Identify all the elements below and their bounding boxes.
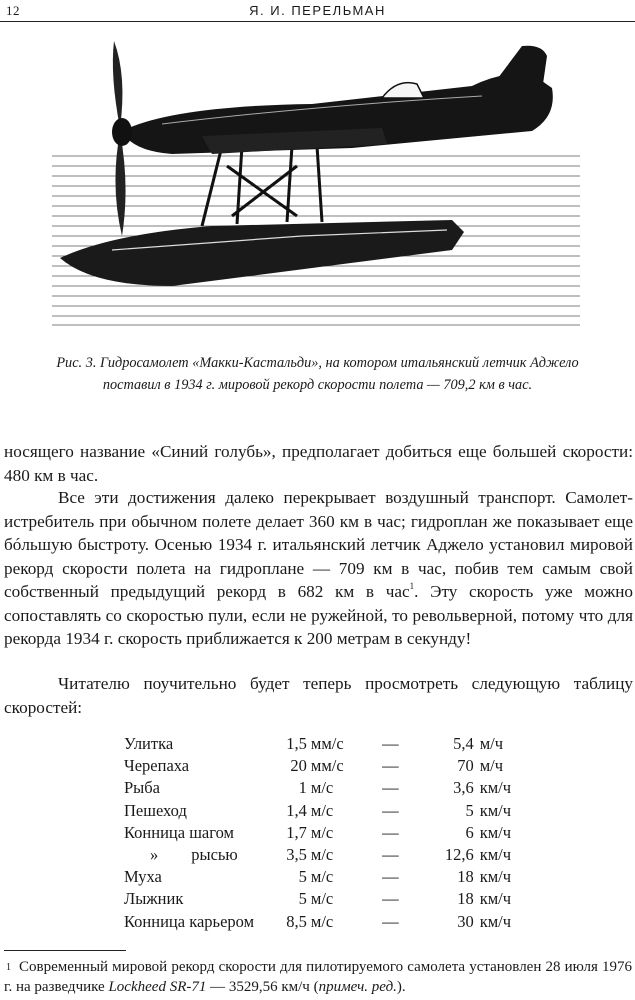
footnote-text: Современный мировой рекорд скорости для пилотируемого самолета установлен 28 июля 1976 г. на разведчике: [4, 959, 632, 995]
speed-name-cell: Муха: [124, 867, 162, 887]
speed-table: [124, 733, 524, 933]
figure-caption: Рис. 3. Гидросамолет «Макки-Кастальди», на котором итальянский летчик Аджело поставил в 1934 г. мировой рекорд скорости полета — 709,2 км в час.: [56, 355, 579, 393]
speed-unit-cell: м/с: [310, 911, 334, 931]
table-row: [124, 777, 524, 799]
propeller: [112, 41, 132, 236]
speed-value-cell: 1: [298, 778, 307, 798]
footnote: [4, 957, 632, 997]
speed-value-cell: 1,7: [286, 822, 307, 842]
speed-name-cell: » рысью: [150, 845, 238, 865]
speed-unit-cell: км/ч: [479, 911, 512, 931]
speed-value-cell: 30: [457, 911, 474, 931]
speed-unit-cell: км/ч: [479, 800, 512, 820]
speed-unit-cell: м/с: [310, 889, 334, 909]
speed-value-cell: 3,5: [286, 845, 307, 865]
speed-value-cell: 6: [465, 822, 474, 842]
table-row: [124, 844, 524, 866]
paragraph-continued: [0, 440, 635, 487]
table-row: [124, 888, 524, 910]
dash-cell: —: [382, 867, 399, 887]
speed-unit-cell: м/с: [310, 822, 334, 842]
speed-unit-cell: мм/с: [310, 756, 344, 776]
speed-unit-cell: м/ч: [479, 756, 504, 776]
page-number: 12: [6, 3, 20, 18]
running-head: Я. И. ПЕРЕЛЬМАН: [249, 3, 386, 18]
speed-value-cell: 1,4: [286, 800, 307, 820]
speed-value-cell: 5: [298, 889, 307, 909]
footnote-text: ).: [396, 979, 406, 995]
table-row: [124, 822, 524, 844]
speed-unit-cell: км/ч: [479, 867, 512, 887]
dash-cell: —: [382, 822, 399, 842]
speed-unit-cell: м/с: [310, 867, 334, 887]
speed-value-cell: 1,5: [286, 734, 307, 754]
footnote-text: — 3529,56 км/ч (: [206, 979, 319, 995]
page-header: [0, 0, 635, 22]
speed-name-cell: Улитка: [124, 734, 174, 754]
speed-value-cell: 5: [298, 867, 307, 887]
speed-unit-cell: км/ч: [479, 889, 512, 909]
speed-name-cell: Пешеход: [124, 800, 187, 820]
table-row: [124, 755, 524, 777]
speed-unit-cell: м/ч: [479, 734, 504, 754]
speed-unit-cell: км/ч: [479, 822, 512, 842]
speed-value-cell: 5,4: [453, 734, 474, 754]
dash-cell: —: [382, 889, 399, 909]
table-row: [124, 733, 524, 755]
dash-cell: —: [382, 756, 399, 776]
paragraph-text-part: . Эту скорость уже можно сопоставлять со скоростью пули, если не ружейной, то револьверной, потому что для рекорда 1934 г. скорость приближается к 200 метрам в секунду!: [4, 582, 633, 648]
speed-value-cell: 18: [457, 889, 474, 909]
speed-name-cell: Черепаха: [124, 756, 190, 776]
speed-name-cell: Конница шагом: [124, 822, 234, 842]
speed-value-cell: 8,5: [286, 911, 307, 931]
speed-value-cell: 18: [457, 867, 474, 887]
speed-value-cell: 5: [465, 800, 474, 820]
paragraph-text: Читателю поучительно будет теперь просмотреть следующую таблицу скоростей:: [4, 674, 633, 717]
paragraph-text: [4, 486, 633, 651]
speed-value-cell: 70: [457, 756, 474, 776]
speed-name-cell: Конница карьером: [124, 911, 255, 931]
speed-unit-cell: м/с: [310, 778, 334, 798]
speed-unit-cell: км/ч: [479, 845, 512, 865]
speed-unit-cell: м/с: [310, 800, 334, 820]
speed-unit-cell: м/с: [310, 845, 334, 865]
table-row: [124, 866, 524, 888]
footnote-divider: [4, 950, 126, 951]
speed-name-cell: Лыжник: [124, 889, 184, 909]
paragraph-text-part: Все эти достижения далеко перекрывает воздушный транспорт. Самолет-истребитель при обычном полете делает 360 км в час; гидроплан же показывает еще бóльшую быстроту. Осенью 1934 г. итальянский летчик Аджело установил мировой рекорд скорости полета на гидроплане — 709 км в час, побив тем самым свой собственный предыдущий рекорд в 682 км в час: [4, 488, 633, 601]
footnote-aircraft: Lockheed SR-71: [108, 979, 207, 995]
speed-value-cell: 3,6: [453, 778, 474, 798]
paragraph-records: [0, 486, 635, 651]
speed-name-cell: Рыба: [124, 778, 160, 798]
speed-value-cell: 20: [290, 756, 307, 776]
table-row: [124, 800, 524, 822]
cockpit: [382, 83, 424, 98]
speed-value-cell: 12,6: [444, 845, 474, 865]
paragraph-table-intro: [0, 672, 635, 719]
dash-cell: —: [382, 845, 399, 865]
paragraph-text: носящего название «Синий голубь», предполагает добиться еще большей скорости: 480 км в час.: [4, 442, 633, 485]
speed-unit-cell: км/ч: [479, 778, 512, 798]
footnote-mark: 1: [6, 962, 11, 973]
speed-unit-cell: мм/с: [310, 734, 344, 754]
dash-cell: —: [382, 778, 399, 798]
tail-fin: [492, 46, 547, 91]
table-row: [124, 911, 524, 933]
dash-cell: —: [382, 911, 399, 931]
footnote-editor-note: примеч. ред.: [318, 979, 397, 995]
footnote-reference[interactable]: 1: [409, 581, 415, 591]
dash-cell: —: [382, 800, 399, 820]
seaplane-illustration: [52, 36, 580, 326]
dash-cell: —: [382, 734, 399, 754]
